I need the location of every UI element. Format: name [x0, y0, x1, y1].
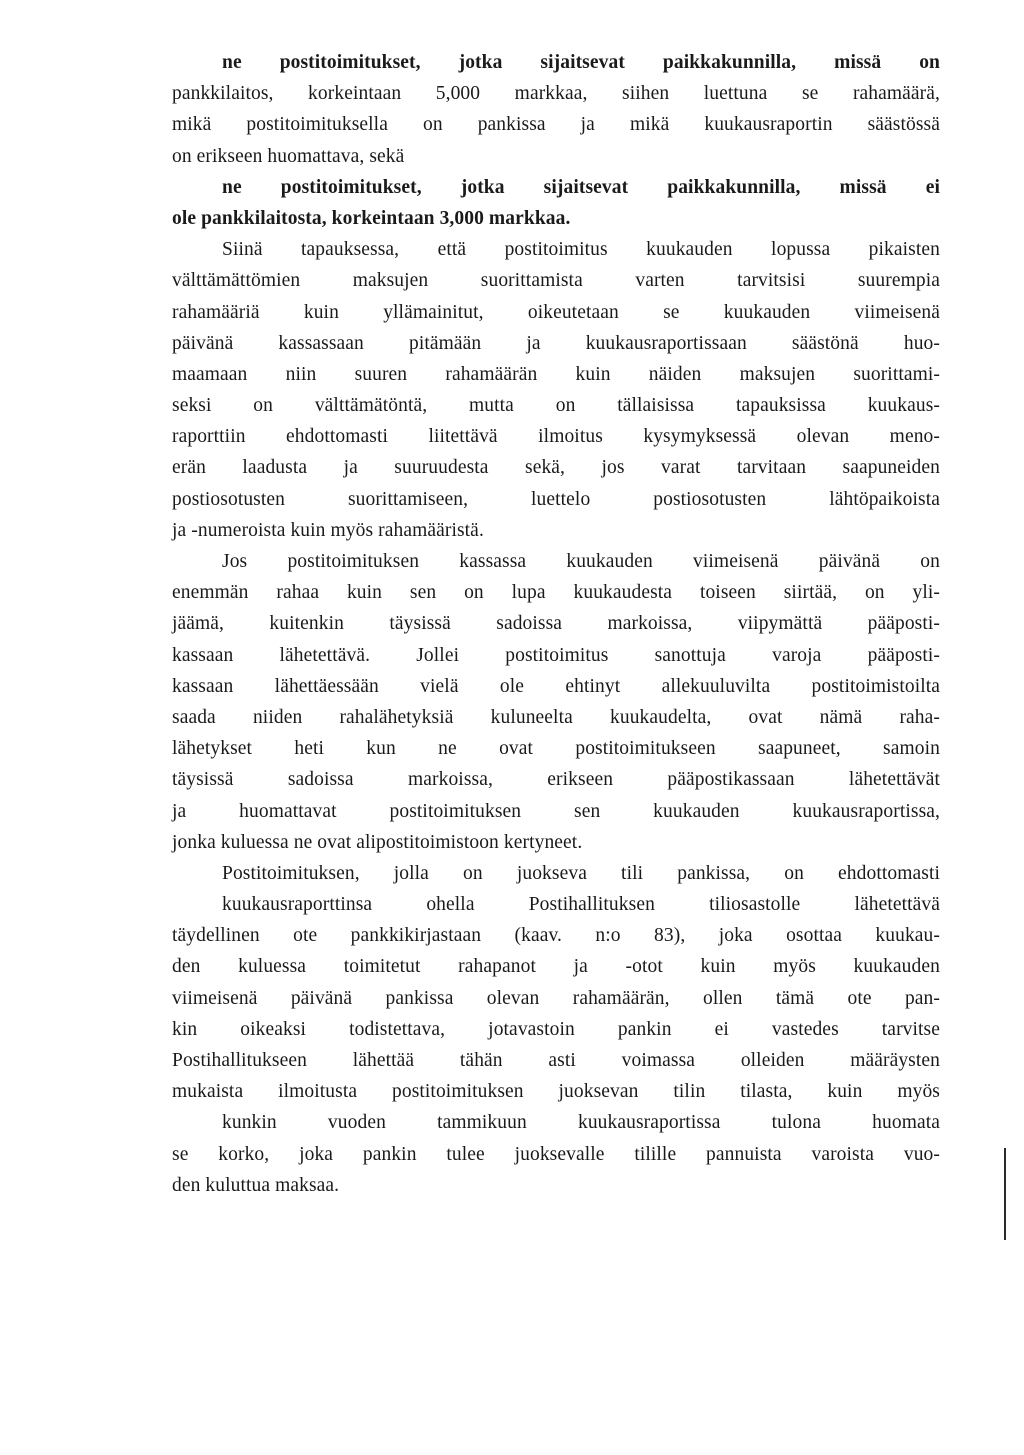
text-line: den kuluttua maksaa.	[172, 1174, 340, 1196]
text-line: maamaan niin suuren rahamäärän kuin näiden maksujen suorittami-	[172, 363, 940, 385]
scan-edge-mark	[1004, 1148, 1006, 1240]
text-line: välttämättömien maksujen suorittamista varten tarvitsisi suurempia	[172, 270, 940, 292]
text-line: ole pankkilaitosta, korkeintaan 3,000 markkaa.	[172, 207, 571, 229]
text-line: Postitoimituksen, jolla on juokseva tili pankissa, on ehdottomasti	[222, 862, 940, 884]
text-line: päivänä kassassaan pitämään ja kuukausraportissaan säästönä huo-	[172, 332, 940, 354]
document-page	[172, 47, 940, 1201]
text-line: kassaan lähetettävä. Jollei postitoimitus sanottuja varoja pääposti-	[172, 644, 940, 666]
text-line: ne postitoimitukset, jotka sijaitsevat paikkakunnilla, missä ei	[222, 176, 940, 198]
text-line: mikä postitoimituksella on pankissa ja mikä kuukausraportin säästössä	[172, 114, 940, 136]
text-line: jäämä, kuitenkin täysissä sadoissa markoissa, viipymättä pääposti-	[172, 613, 940, 635]
text-line: jonka kuluessa ne ovat alipostitoimistoon kertyneet.	[172, 831, 583, 853]
text-line: ne postitoimitukset, jotka sijaitsevat paikkakunnilla, missä on	[222, 52, 940, 73]
text-line: kassaan lähettäessään vielä ole ehtinyt allekuuluvilta postitoimistoilta	[172, 675, 940, 697]
text-line: kunkin vuoden tammikuun kuukausraportissa tulona huomata	[222, 1112, 940, 1134]
text-line: den kuluessa toimitetut rahapanot ja -otot kuin myös kuukauden	[172, 956, 940, 978]
text-line: Postihallitukseen lähettää tähän asti voimassa olleiden määräysten	[172, 1050, 940, 1071]
text-line: viimeisenä päivänä pankissa olevan rahamäärän, ollen tämä ote pan-	[172, 987, 940, 1009]
text-line: kin oikeaksi todistettava, jotavastoin pankin ei vastedes tarvitse	[172, 1018, 940, 1040]
text-line: pankkilaitos, korkeintaan 5,000 markkaa, siihen luettuna se rahamäärä,	[172, 83, 940, 105]
text-line: täydellinen ote pankkikirjastaan (kaav. n:o 83), joka osottaa kuukau-	[172, 925, 940, 947]
text-line: lähetykset heti kun ne ovat postitoimitukseen saapuneet, samoin	[172, 738, 940, 760]
text-line: postiosotusten suorittamiseen, luettelo postiosotusten lähtöpaikoista	[172, 488, 940, 510]
text-line: Siinä tapauksessa, että postitoimitus kuukauden lopussa pikaisten	[222, 239, 940, 261]
text-line: saada niiden rahalähetyksiä kuluneelta kuukaudelta, ovat nämä raha-	[172, 706, 940, 728]
text-line: mukaista ilmoitusta postitoimituksen juoksevan tilin tilasta, kuin myös	[172, 1081, 940, 1103]
text-line: enemmän rahaa kuin sen on lupa kuukaudesta toiseen siirtää, on yli-	[172, 582, 940, 604]
text-line: ja -numeroista kuin myös rahamääristä.	[172, 519, 484, 541]
text-line: raporttiin ehdottomasti liitettävä ilmoitus kysymyksessä olevan meno-	[172, 426, 940, 448]
text-line: se korko, joka pankin tulee juoksevalle tilille pannuista varoista vuo-	[172, 1143, 940, 1165]
text-line: erän laadusta ja suuruudesta sekä, jos varat tarvitaan saapuneiden	[172, 457, 940, 479]
text-line: täysissä sadoissa markoissa, erikseen pääpostikassaan lähetettävät	[172, 769, 940, 791]
text-line: on erikseen huomattava, sekä	[172, 145, 405, 167]
text-line: Jos postitoimituksen kassassa kuukauden viimeisenä päivänä on	[222, 551, 940, 572]
text-line: ja huomattavat postitoimituksen sen kuukauden kuukausraportissa,	[172, 800, 940, 822]
text-line: kuukausraporttinsa ohella Postihallituksen tiliosastolle lähetettävä	[222, 894, 940, 916]
text-line: rahamääriä kuin yllämainitut, oikeutetaan se kuukauden viimeisenä	[172, 301, 940, 323]
text-line: seksi on välttämätöntä, mutta on tällaisissa tapauksissa kuukaus-	[172, 395, 940, 417]
